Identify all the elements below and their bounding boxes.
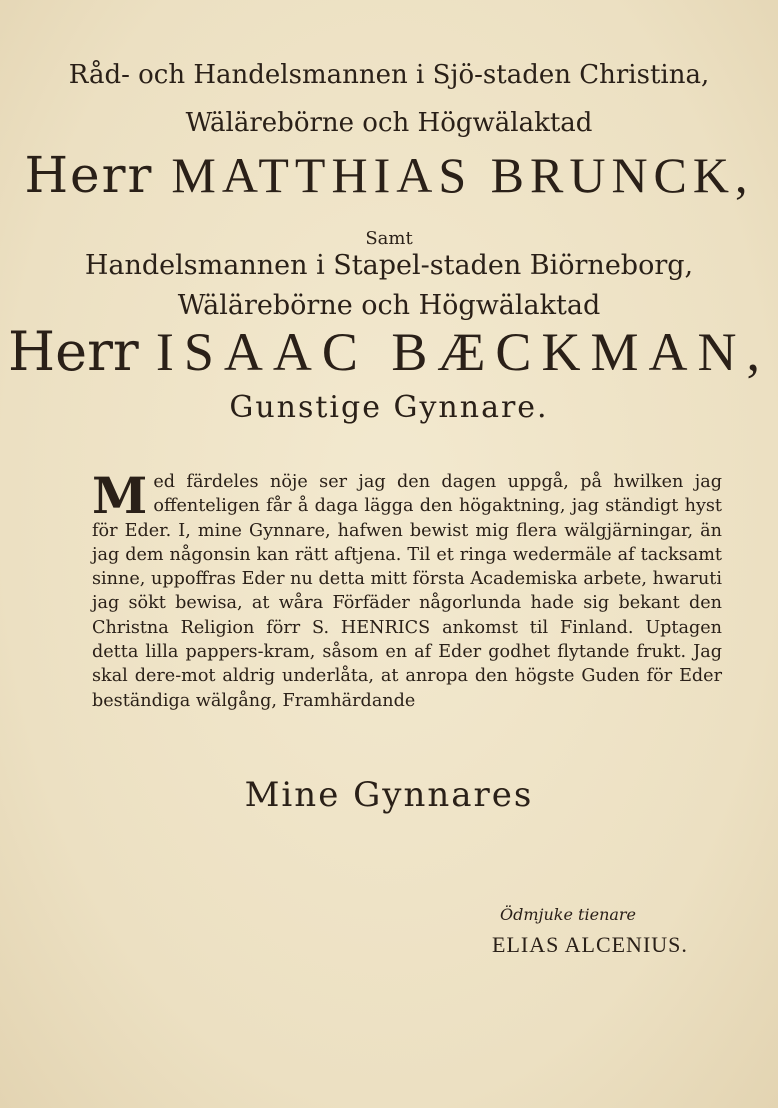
dedication-body	[92, 466, 722, 713]
dedication-line-6: Wälärebörne och Högwälaktad	[177, 290, 601, 321]
dedicatee-2-name: ISAAC BÆCKMAN,	[155, 322, 770, 382]
dedication-line-1: Råd- och Handelsmannen i Sjö-staden Christina,	[68, 60, 710, 90]
dedication-line-5: Handelsmannen i Stapel-staden Biörneborg,	[84, 250, 694, 281]
dedicatee-1-name: MATTHIAS BRUNCK,	[171, 147, 754, 203]
body-text: ed färdeles nöje ser jag den dagen uppgå, på hwilken jag offenteligen får å daga lägga den högaktning, jag ständigt hyst för Eder. I, mine Gynnare, hafwen bewist mig flera wälgjärningar, än jag dem någonsin kan rätt aftjena. Til et ringa wedermäle af tacksamt sinne, uppoffras Eder nu detta mitt första Academiska arbete, hwaruti jag sökt bewisa, at wåra Förfäder någorlunda hade sig bekant den Christna Religion förr S. HENRICS ankomst til Finland. Uptagen detta lilla pappers-kram, såsom en af Eder godhet flytande frukt. Jag skal dere-mot aldrig underlåta, at anropa den högste Guden för Eder beständiga wälgång, Framhärdande	[92, 472, 722, 711]
dedicatee-2-title: Herr	[8, 320, 139, 383]
signature-humble: Ödmjuke tienare	[500, 905, 637, 924]
dedicatee-2	[0, 320, 778, 383]
drop-cap: M	[92, 466, 148, 525]
salutation: Gunstige Gynnare.	[229, 390, 549, 425]
dedicatee-1	[0, 146, 778, 204]
signature-name: ELIAS ALCENIUS.	[492, 932, 688, 957]
closing-phrase: Mine Gynnares	[244, 775, 534, 815]
dedication-line-samt: Samt	[365, 228, 413, 249]
dedication-line-2: Wälärebörne och Högwälaktad	[185, 108, 593, 138]
dedicatee-1-title: Herr	[24, 146, 154, 204]
